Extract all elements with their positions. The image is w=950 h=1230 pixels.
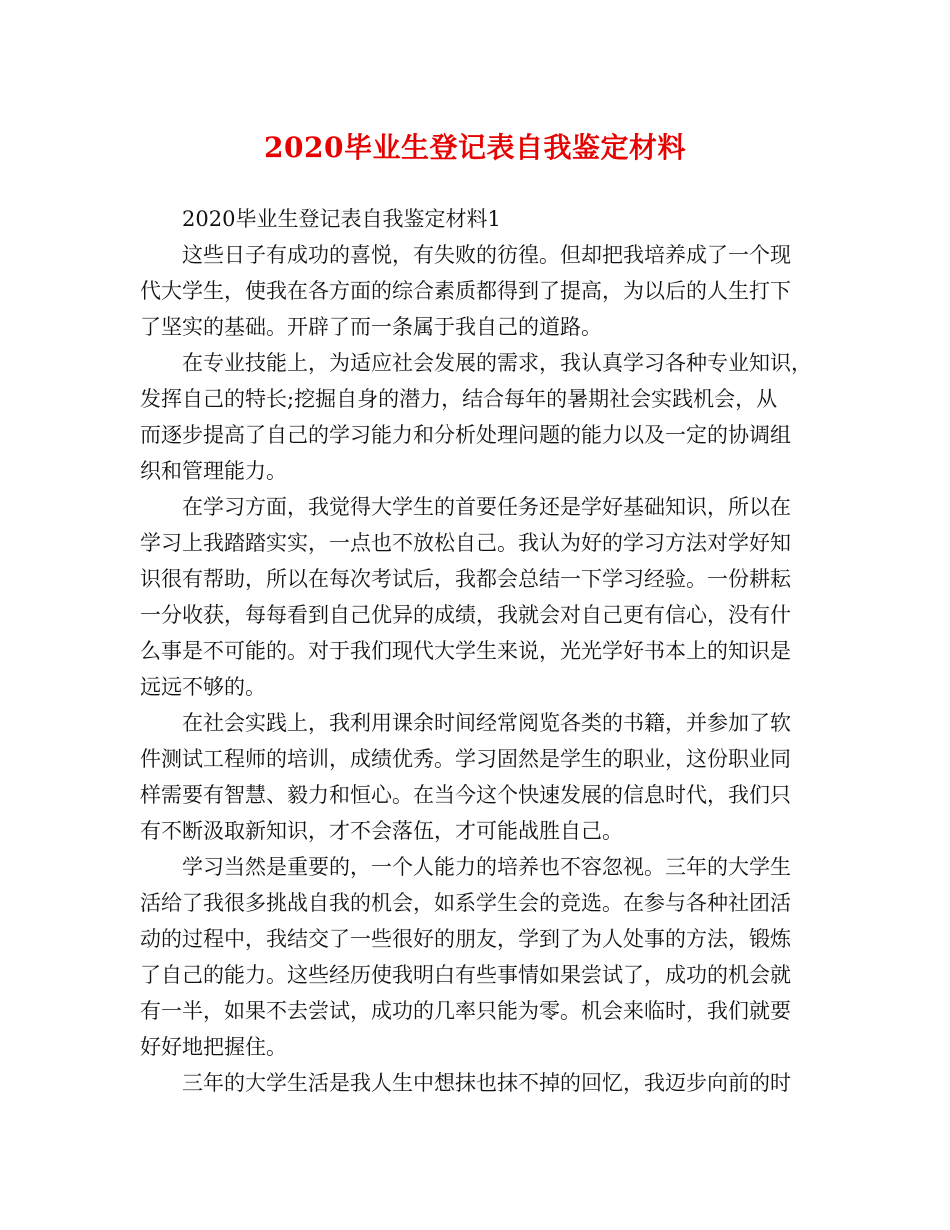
text-line: 件测试工程师的培训，成绩优秀。学习固然是学生的职业，这份职业同 [140, 747, 791, 771]
text-line: 代大学生，使我在各方面的综合素质都得到了提高，为以后的人生打下 [140, 279, 791, 303]
text-line: 在专业技能上，为适应社会发展的需求，我认真学习各种专业知识， [182, 351, 812, 375]
text-line: 织和管理能力。 [140, 459, 287, 483]
text-line: 样需要有智慧、毅力和恒心。在当今这个快速发展的信息时代，我们只 [140, 783, 791, 807]
text-line: 远远不够的。 [140, 675, 266, 699]
text-line: 这些日子有成功的喜悦，有失败的彷徨。但却把我培养成了一个现 [182, 243, 791, 267]
text-line: 动的过程中，我结交了一些很好的朋友，学到了为人处事的方法，锻炼 [140, 927, 791, 951]
subtitle-line: 2020毕业生登记表自我鉴定材料1 [182, 207, 501, 231]
text-line: 学习上我踏踏实实，一点也不放松自己。我认为好的学习方法对学好知 [140, 531, 791, 555]
text-line: 有不断汲取新知识，才不会落伍，才可能战胜自己。 [140, 819, 623, 843]
text-line: 在学习方面，我觉得大学生的首要任务还是学好基础知识，所以在 [182, 495, 791, 519]
text-line: 有一半，如果不去尝试，成功的几率只能为零。机会来临时，我们就要 [140, 999, 791, 1023]
text-line: 而逐步提高了自己的学习能力和分析处理问题的能力以及一定的协调组 [140, 423, 791, 447]
document-body [140, 201, 816, 1101]
text-line: 学习当然是重要的，一个人能力的培养也不容忽视。三年的大学生 [182, 855, 791, 879]
text-line: 发挥自己的特长;挖掘自身的潜力，结合每年的暑期社会实践机会，从 [140, 387, 778, 411]
text-line: 活给了我很多挑战自我的机会，如系学生会的竞选。在参与各种社团活 [140, 891, 791, 915]
text-line: 么事是不可能的。对于我们现代大学生来说，光光学好书本上的知识是 [140, 639, 791, 663]
text-line: 识很有帮助，所以在每次考试后，我都会总结一下学习经验。一份耕耘 [140, 567, 791, 591]
document-title: 2020毕业生登记表自我鉴定材料 [264, 131, 686, 164]
text-line: 在社会实践上，我利用课余时间经常阅览各类的书籍，并参加了软 [182, 711, 791, 735]
text-line: 好好地把握住。 [140, 1035, 287, 1059]
text-line: 了自己的能力。这些经历使我明白有些事情如果尝试了，成功的机会就 [140, 963, 791, 987]
text-line: 三年的大学生活是我人生中想抹也抹不掉的回忆，我迈步向前的时 [182, 1071, 791, 1095]
text-line: 一分收获，每每看到自己优异的成绩，我就会对自己更有信心，没有什 [140, 603, 791, 627]
text-line: 了坚实的基础。开辟了而一条属于我自己的道路。 [140, 315, 602, 339]
